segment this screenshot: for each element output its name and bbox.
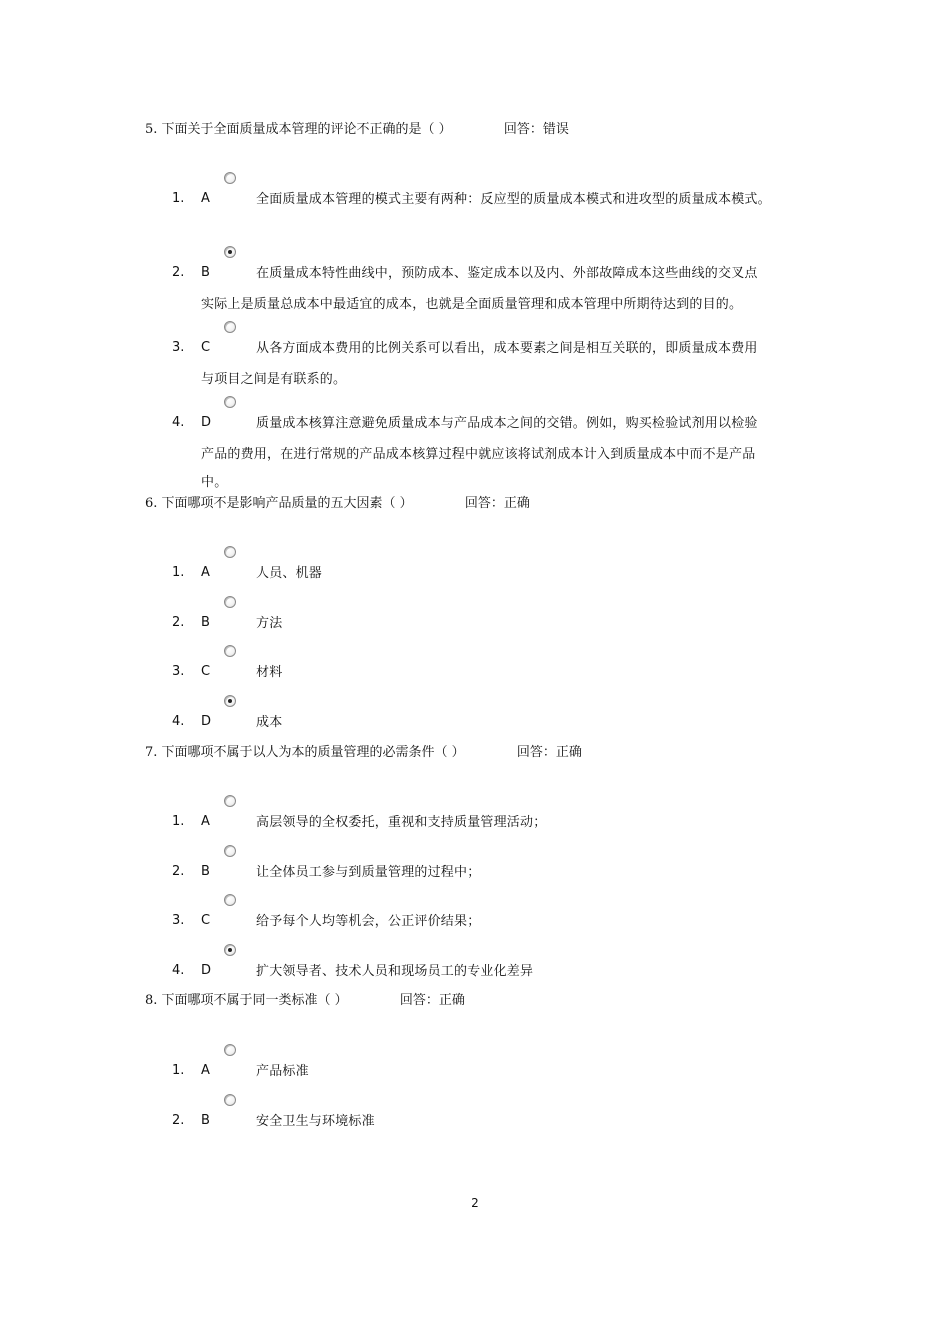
radio-button[interactable]	[224, 795, 236, 807]
option-text	[256, 1056, 811, 1087]
option-text	[256, 857, 811, 888]
option-text	[256, 707, 811, 738]
radio-button[interactable]	[224, 546, 236, 558]
option-line: 成本	[256, 715, 283, 730]
option-line: 从各方面成本费用的比例关系可以看出，成本要素之间是相互关联的，即质量成本费用	[256, 341, 758, 356]
radio-button[interactable]	[224, 596, 236, 608]
option-line: 在质量成本特性曲线中，预防成本、鉴定成本以及内、外部故障成本这些曲线的交叉点	[256, 266, 758, 281]
option-line: 材料	[256, 665, 283, 680]
option-number: 4.	[172, 714, 185, 729]
option-number: 1.	[172, 1063, 185, 1078]
option-line: 扩大领导者、技术人员和现场员工的专业化差异	[256, 964, 534, 979]
option-line: 给予每个人均等机会，公正评价结果；	[256, 914, 481, 929]
option-letter: A	[201, 191, 210, 206]
option-line: 方法	[256, 616, 283, 631]
radio-button[interactable]	[224, 645, 236, 657]
option-line: 质量成本核算注意避免质量成本与产品成本之间的交错。例如，购买检验试剂用以检验	[256, 416, 758, 431]
option-line: 产品的费用，在进行常规的产品成本核算过程中就应该将试剂成本计入到质量成本中而不是产品	[201, 447, 756, 462]
option-text	[256, 558, 811, 589]
option-number: 4.	[172, 963, 185, 978]
option-letter: A	[201, 814, 210, 829]
option-line: 与项目之间是有联系的。	[201, 372, 347, 387]
option-letter: A	[201, 565, 210, 580]
option-line: 全面质量成本管理的模式主要有两种：反应型的质量成本模式和进攻型的质量成本模式。	[256, 192, 771, 207]
option-number: 1.	[172, 814, 185, 829]
radio-button[interactable]	[224, 1094, 236, 1106]
option-line: 中。	[201, 475, 228, 490]
option-line: 安全卫生与环境标准	[256, 1114, 375, 1129]
option-letter: B	[201, 1113, 210, 1128]
option-letter: D	[201, 963, 212, 978]
radio-button-selected[interactable]	[224, 944, 236, 956]
option-text	[201, 258, 811, 320]
answer-result: 回答：正确	[464, 496, 530, 511]
option-number: 3.	[172, 340, 185, 355]
option-letter: D	[201, 714, 212, 729]
option-number: 2.	[172, 1113, 185, 1128]
option-text	[201, 333, 811, 395]
option-number: 3.	[172, 913, 185, 928]
answer-result: 回答：正确	[399, 993, 465, 1008]
option-line: 让全体员工参与到质量管理的过程中；	[256, 865, 481, 880]
option-number: 1.	[172, 191, 185, 206]
option-number: 2.	[172, 615, 185, 630]
option-letter: C	[201, 664, 211, 679]
option-number: 2.	[172, 864, 185, 879]
option-line: 产品标准	[256, 1064, 309, 1079]
option-number: 2.	[172, 265, 185, 280]
radio-button[interactable]	[224, 172, 236, 184]
question-text: 8. 下面哪项不属于同一类标准（ ）	[145, 993, 348, 1008]
radio-button[interactable]	[224, 1044, 236, 1056]
radio-button-selected[interactable]	[224, 246, 236, 258]
question-6	[145, 495, 530, 513]
page-number: 2	[471, 1196, 479, 1210]
option-line: 实际上是质量总成本中最适宜的成本，也就是全面质量管理和成本管理中所期待达到的目的。	[201, 297, 743, 312]
option-line: 高层领导的全权委托，重视和支持质量管理活动；	[256, 815, 547, 830]
question-text: 5. 下面关于全面质量成本管理的评论不正确的是（ ）	[145, 122, 452, 137]
option-letter: B	[201, 615, 210, 630]
option-text	[256, 906, 811, 937]
question-text: 6. 下面哪项不是影响产品质量的五大因素（ ）	[145, 496, 413, 511]
radio-button[interactable]	[224, 894, 236, 906]
question-8	[145, 992, 465, 1010]
option-text	[256, 184, 811, 215]
option-text	[201, 408, 811, 495]
option-text	[256, 956, 811, 987]
option-number: 1.	[172, 565, 185, 580]
question-7	[145, 744, 582, 762]
option-letter: A	[201, 1063, 210, 1078]
question-5	[145, 121, 569, 139]
option-text	[256, 1106, 811, 1137]
radio-button[interactable]	[224, 396, 236, 408]
radio-button-selected[interactable]	[224, 695, 236, 707]
option-letter: B	[201, 864, 210, 879]
option-text	[256, 807, 811, 838]
option-number: 4.	[172, 415, 185, 430]
option-letter: D	[201, 415, 212, 430]
option-text	[256, 657, 811, 688]
answer-result: 回答：错误	[503, 122, 569, 137]
answer-result: 回答：正确	[516, 745, 582, 760]
option-number: 3.	[172, 664, 185, 679]
question-text: 7. 下面哪项不属于以人为本的质量管理的必需条件（ ）	[145, 745, 465, 760]
radio-button[interactable]	[224, 845, 236, 857]
option-letter: C	[201, 340, 211, 355]
option-line: 人员、机器	[256, 566, 323, 581]
option-letter: C	[201, 913, 211, 928]
option-letter: B	[201, 265, 210, 280]
radio-button[interactable]	[224, 321, 236, 333]
option-text	[256, 608, 811, 639]
